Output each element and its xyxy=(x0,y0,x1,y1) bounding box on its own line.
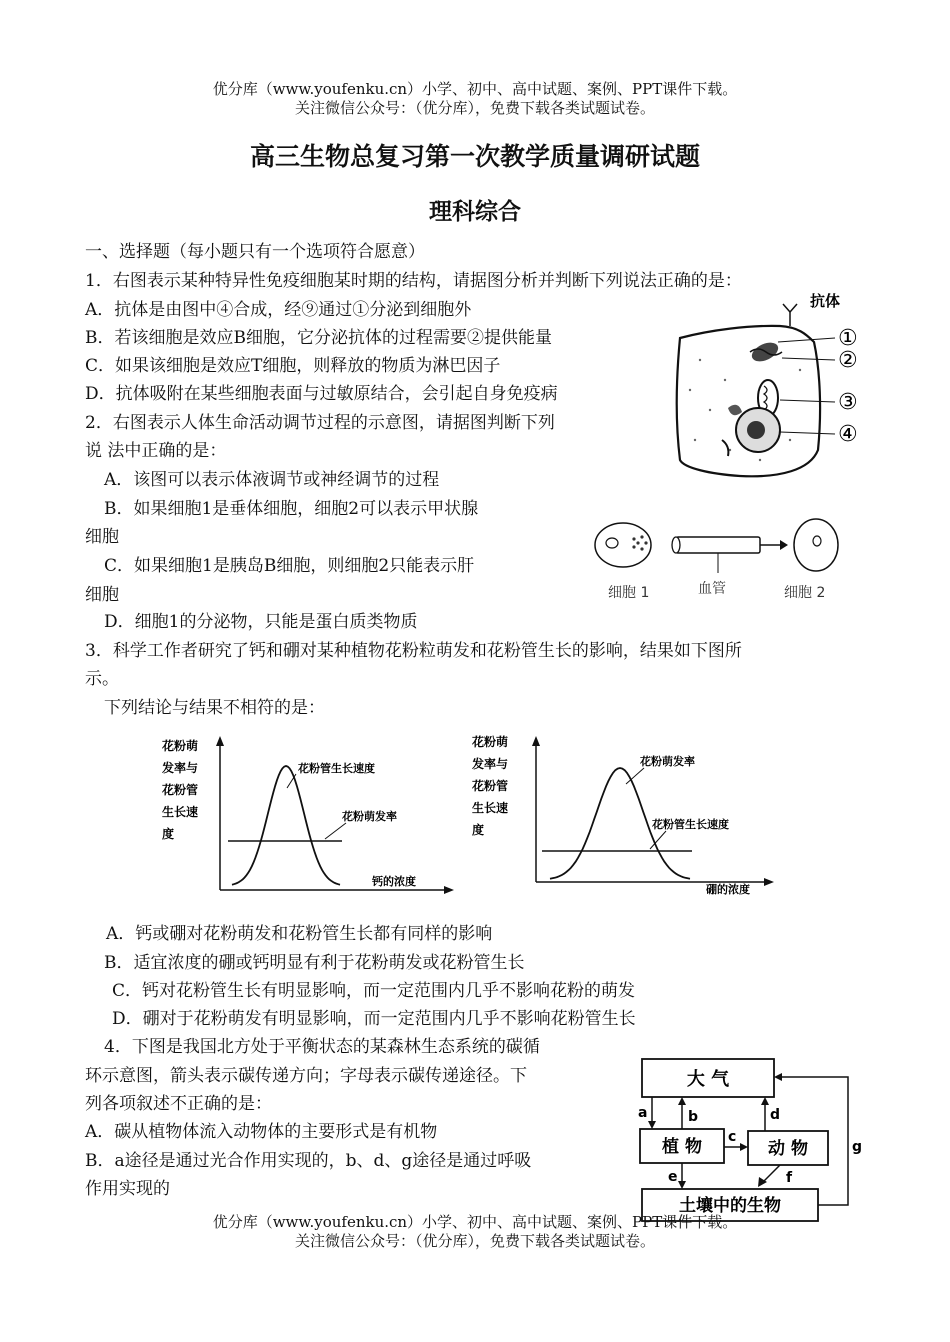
q2-option-b-1: B．如果细胞1是垂体细胞，细胞2可以表示甲状腺 xyxy=(104,499,479,519)
cell-signaling-figure xyxy=(590,505,850,605)
path-c: c xyxy=(728,1129,737,1145)
q1-stem: 1．右图表示某种特异性免疫细胞某时期的结构，请据图分析并判断下列说法正确的是： xyxy=(85,271,742,291)
chart-2-ylabel-line: 度 xyxy=(472,823,485,837)
q2-option-c-2: 细胞 xyxy=(85,585,119,605)
q4-option-a: A．碳从植物体流入动物体的主要形式是有机物 xyxy=(85,1122,438,1142)
boron-chart xyxy=(470,730,780,900)
q2-option-b-2: 细胞 xyxy=(85,527,119,547)
path-e: e xyxy=(668,1169,678,1185)
q1-option-a: A．抗体是由图中④合成，经⑨通过①分泌到细胞外 xyxy=(85,300,472,320)
cell-2-label: 细胞 2 xyxy=(784,585,826,601)
atmosphere-label: 大 气 xyxy=(686,1069,730,1090)
chart-2-ylabel-line: 花粉管 xyxy=(472,779,509,793)
q3-option-c: C．钙对花粉管生长有明显影响，而一定范围内几乎不影响花粉的萌发 xyxy=(112,981,636,1001)
chart-1-label-flat: 花粉萌发率 xyxy=(342,810,397,823)
label-2: ② xyxy=(838,348,858,373)
q3-option-b: B．适宜浓度的硼或钙明显有利于花粉萌发或花粉管生长 xyxy=(104,953,525,973)
chart-1-ylabel-line: 花粉萌 xyxy=(162,739,199,753)
q4-stem-3: 列各项叙述不正确的是： xyxy=(85,1094,272,1114)
antibody-icon xyxy=(783,304,797,326)
soil-organisms-label: 土壤中的生物 xyxy=(679,1196,781,1216)
antibody-label: 抗体 xyxy=(810,292,841,310)
q2-option-a: A．该图可以表示体液调节或神经调节的过程 xyxy=(104,470,440,490)
vessel-label: 血管 xyxy=(698,581,726,597)
q2-stem-2: 说 法中正确的是： xyxy=(85,441,227,461)
q1-option-d: D．抗体吸附在某些细胞表面与过敏原结合，会引起自身免疫病 xyxy=(85,384,558,404)
chart-1-xlabel: 钙的浓度 xyxy=(372,875,416,888)
chart-2-label-bell: 花粉萌发率 xyxy=(640,755,695,768)
q4-option-b-2: 作用实现的 xyxy=(85,1179,170,1199)
chart-2-label-flat: 花粉管生长速度 xyxy=(652,818,729,831)
q3-option-a: A．钙或硼对花粉萌发和花粉管生长都有同样的影响 xyxy=(106,924,493,944)
chart-1-ylabel xyxy=(161,738,198,841)
chart-2-ylabel-line: 生长速 xyxy=(472,801,509,815)
calcium-chart xyxy=(160,730,460,900)
plant-label: 植 物 xyxy=(662,1137,702,1157)
cell-1-label: 细胞 1 xyxy=(608,585,650,601)
q2-stem-1: 2．右图表示人体生命活动调节过程的示意图，请据图判断下列 xyxy=(85,413,555,433)
label-4: ④ xyxy=(838,422,858,447)
chart-2-ylabel xyxy=(471,734,508,837)
chart-1-label-bell: 花粉管生长速度 xyxy=(298,762,375,775)
q2-option-d: D．细胞1的分泌物，只能是蛋白质类物质 xyxy=(104,612,418,632)
label-3: ③ xyxy=(838,390,858,415)
q4-stem-2: 环示意图，箭头表示碳传递方向；字母表示碳传递途径。下 xyxy=(85,1066,527,1086)
page-title: 高三生物总复习第一次教学质量调研试题 xyxy=(249,142,700,171)
chart-1-ylabel-line: 度 xyxy=(162,827,175,841)
chart-2-ylabel-line: 花粉萌 xyxy=(472,735,509,749)
path-a: a xyxy=(638,1105,648,1121)
chart-1-ylabel-line: 发率与 xyxy=(162,761,199,775)
q3-option-d: D．硼对于花粉萌发有明显影响，而一定范围内几乎不影响花粉管生长 xyxy=(112,1009,636,1029)
chart-2-xlabel: 硼的浓度 xyxy=(706,883,750,896)
header-line-2: 关注微信公众号：（优分库），免费下载各类试题试卷。 xyxy=(294,99,655,117)
q4-option-b-1: B．a途径是通过光合作用实现的，b、d、g途径是通过呼吸 xyxy=(85,1151,532,1171)
chart-1-ylabel-line: 生长速 xyxy=(162,805,199,819)
q2-option-c-1: C．如果细胞1是胰岛B细胞，则细胞2只能表示肝 xyxy=(104,556,475,576)
label-1: ① xyxy=(838,326,858,351)
carbon-cycle-figure xyxy=(630,1055,870,1230)
footer-line-2: 关注微信公众号：（优分库），免费下载各类试题试卷。 xyxy=(294,1232,655,1250)
q1-option-b: B．若该细胞是效应B细胞，它分泌抗体的过程需要②提供能量 xyxy=(85,328,552,348)
header-line-1: 优分库（www.youfenku.cn）小学、初中、高中试题、案例、PPT课件下载。 xyxy=(212,80,738,98)
path-f: f xyxy=(786,1170,793,1186)
q3-stem-3: 下列结论与结果不相符的是： xyxy=(104,698,325,718)
immune-cell-figure xyxy=(670,290,875,485)
q1-option-c: C．如果该细胞是效应T细胞，则释放的物质为淋巴因子 xyxy=(85,356,501,376)
chart-1-series-bell xyxy=(232,766,340,885)
path-d: d xyxy=(770,1107,781,1123)
chart-1-ylabel-line: 花粉管 xyxy=(162,783,199,797)
page-subtitle: 理科综合 xyxy=(429,198,521,225)
q3-stem-2: 示。 xyxy=(85,669,119,689)
chart-2-ylabel-line: 发率与 xyxy=(472,757,509,771)
footer-line-1: 优分库（www.youfenku.cn）小学、初中、高中试题、案例、PPT课件下载。 xyxy=(212,1213,738,1231)
path-b: b xyxy=(688,1109,699,1125)
animal-label: 动 物 xyxy=(768,1139,808,1159)
q3-stem-1: 3．科学工作者研究了钙和硼对某种植物花粉粒萌发和花粉管生长的影响，结果如下图所 xyxy=(85,641,742,661)
path-g: g xyxy=(852,1139,863,1155)
section-heading: 一、选择题（每小题只有一个选项符合愿意） xyxy=(85,242,425,262)
q4-stem-1: 4．下图是我国北方处于平衡状态的某森林生态系统的碳循 xyxy=(104,1037,540,1057)
